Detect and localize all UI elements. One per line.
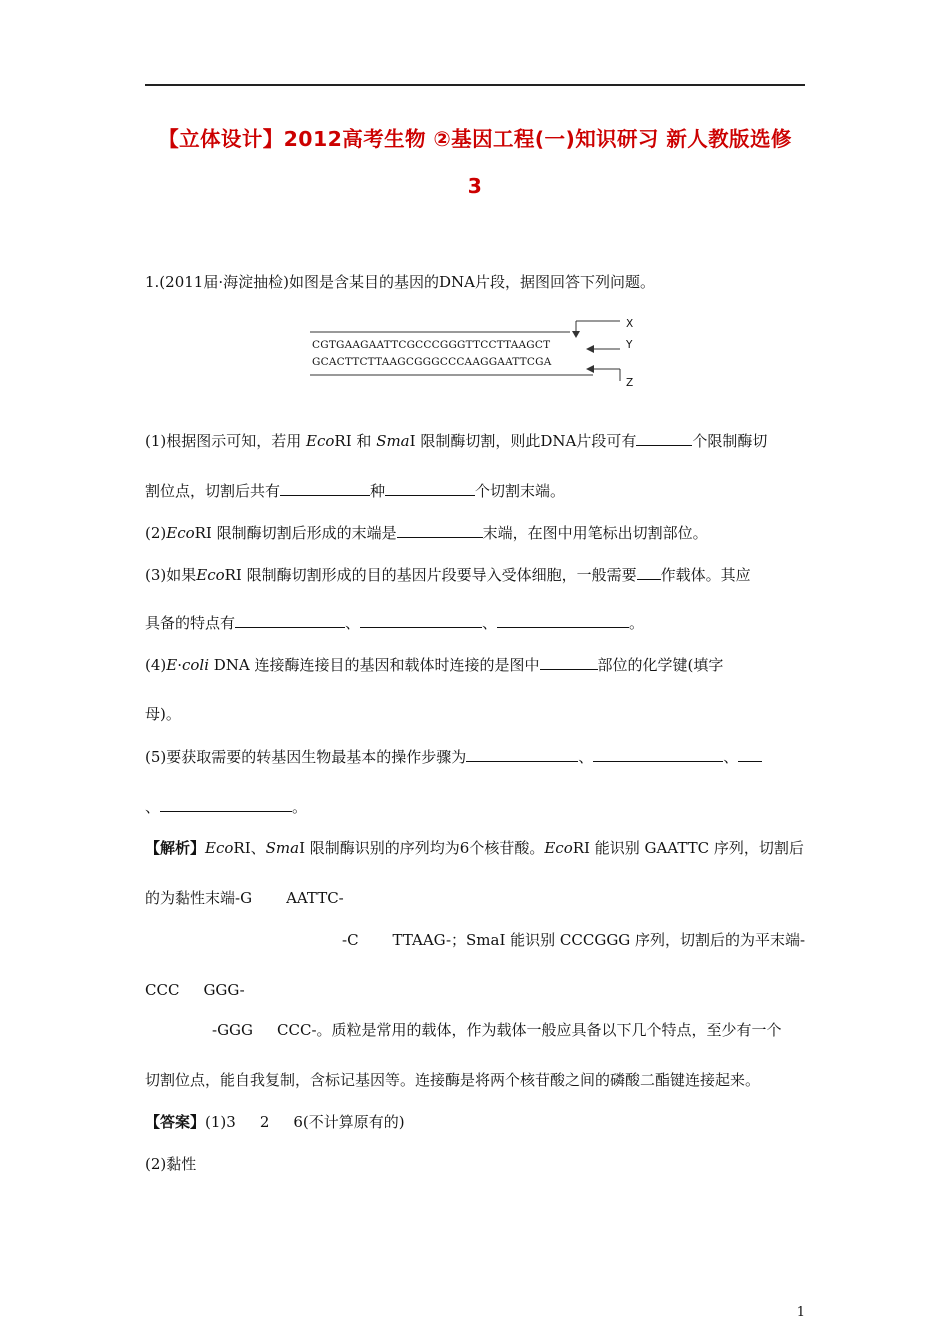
text: 末端，在图中用笔标出切割部位。: [482, 524, 708, 542]
analysis-line-5: [212, 1020, 782, 1040]
text: GGG-: [203, 981, 245, 999]
arrow-left-icon: [586, 345, 594, 353]
text: 的为黏性末端-G: [145, 889, 253, 907]
text: 2: [259, 1113, 270, 1131]
text: (5)要获取需要的转基因生物最基本的操作步骤为: [145, 748, 467, 766]
text: AATTC-: [286, 889, 344, 907]
text: I 限制酶识别的序列均为6个核苷酸。: [299, 839, 545, 857]
arrow-left-icon: [586, 365, 594, 373]
page-number: 1: [796, 1305, 805, 1320]
answer-blank[interactable]: [160, 796, 292, 812]
text: RI、: [233, 839, 266, 857]
top-rule: [145, 84, 805, 86]
document-title: 【立体设计】2012高考生物 ②基因工程(一)知识研习 新人教版选修: [158, 127, 792, 151]
question-3-line-1: [145, 564, 751, 585]
text: RI 限制酶切割后形成的末端是: [194, 524, 397, 542]
answer-blank[interactable]: [637, 564, 661, 580]
question-1-line-1: [145, 430, 767, 451]
text: RI 能识别 GAATTC 序列，切割后: [572, 839, 804, 857]
text: 具备的特点有: [145, 614, 236, 632]
analysis-tag: 【解析】: [145, 839, 206, 857]
question-3-line-2: [145, 612, 644, 633]
dna-bottom-strand: GCACTTCTTAAGCGGGCCCAAGGAATTCGA: [312, 356, 552, 368]
italic-enzyme: Eco: [196, 566, 225, 584]
label-z: Z: [626, 377, 634, 389]
text: 、: [345, 614, 361, 632]
text: 。: [629, 614, 645, 632]
text: 、: [578, 748, 594, 766]
italic-enzyme: Eco: [544, 839, 573, 857]
answer-tag: 【答案】: [145, 1113, 206, 1131]
text: (1)3: [205, 1113, 236, 1131]
text: CCC: [145, 981, 180, 999]
text: 作载体。其应: [660, 566, 751, 584]
italic-species: E: [166, 656, 178, 674]
label-y: Y: [626, 339, 633, 351]
analysis-line-3: [342, 930, 805, 950]
text: 。: [292, 798, 308, 816]
dna-top-strand: CGTGAAGAATTCGCCCGGGTTCCTTAAGCT: [312, 339, 551, 351]
dna-figure: [308, 318, 653, 393]
answer-blank[interactable]: [636, 430, 692, 446]
answer-line-2: (2)黏性: [145, 1155, 197, 1173]
question-5-line-1: [145, 746, 762, 767]
answer-blank[interactable]: [466, 746, 578, 762]
text: 个限制酶切: [692, 432, 768, 450]
text: -GGG: [212, 1021, 254, 1039]
answer-blank[interactable]: [738, 746, 762, 762]
question-5-line-2: [145, 796, 307, 817]
text: -C: [342, 931, 359, 949]
italic-enzyme: Eco: [166, 524, 195, 542]
text: (1)根据图示可知，若用: [145, 432, 307, 450]
arrow-down-icon: [572, 331, 580, 338]
answer-blank[interactable]: [540, 654, 598, 670]
question-4-line-2: 母)。: [145, 705, 181, 723]
text: TTAAG-；SmaI 能识别 CCCGGG 序列，切割后的为平末端-: [392, 931, 806, 949]
answer-blank[interactable]: [280, 480, 370, 496]
text: (2): [145, 524, 167, 542]
question-2: [145, 522, 708, 543]
italic-enzyme: Eco: [306, 432, 335, 450]
text: 、: [482, 614, 498, 632]
text: 、: [145, 798, 161, 816]
italic-enzyme: Sma: [265, 839, 300, 857]
answer-blank[interactable]: [497, 612, 629, 628]
question-1-line-2: [145, 480, 565, 501]
text: 种: [370, 482, 386, 500]
answer-blank[interactable]: [235, 612, 345, 628]
text: 个切割末端。: [475, 482, 566, 500]
question-4-line-1: [145, 654, 723, 675]
answer-blank[interactable]: [385, 480, 475, 496]
text: I 限制酶切割，则此DNA片段可有: [409, 432, 637, 450]
text: 割位点，切割后共有: [145, 482, 281, 500]
text: 6(不计算原有的): [293, 1113, 405, 1131]
text: (3)如果: [145, 566, 197, 584]
text: RI 限制酶切割形成的目的基因片段要导入受体细胞，一般需要: [224, 566, 637, 584]
analysis-line-6: 切割位点，能自我复制，含标记基因等。连接酶是将两个核苷酸之间的磷酸二酯键连接起来。: [145, 1071, 761, 1089]
analysis-line-4: [145, 980, 245, 1000]
label-x: X: [626, 318, 634, 330]
italic-species: coli: [181, 656, 210, 674]
answer-blank[interactable]: [397, 522, 483, 538]
analysis-line-1: [145, 838, 804, 858]
italic-enzyme: Sma: [376, 432, 410, 450]
analysis-line-2: [145, 888, 344, 908]
text: 部位的化学键(填字: [597, 656, 724, 674]
answer-line-1: [145, 1112, 405, 1132]
italic-enzyme: Eco: [205, 839, 234, 857]
text: DNA 连接酶连接目的基因和载体时连接的是图中: [209, 656, 540, 674]
text: (4): [145, 656, 167, 674]
document-title-cont: 3: [467, 174, 483, 198]
text: RI 和: [334, 432, 377, 450]
answer-blank[interactable]: [360, 612, 482, 628]
question-stem: 1.(2011届·海淀抽检)如图是含某目的基因的DNA片段，据图回答下列问题。: [145, 273, 655, 291]
text: CCC-。质粒是常用的载体，作为载体一般应具备以下几个特点，至少有一个: [277, 1021, 782, 1039]
text: 、: [723, 748, 739, 766]
answer-blank[interactable]: [593, 746, 723, 762]
text: ·: [177, 656, 182, 674]
